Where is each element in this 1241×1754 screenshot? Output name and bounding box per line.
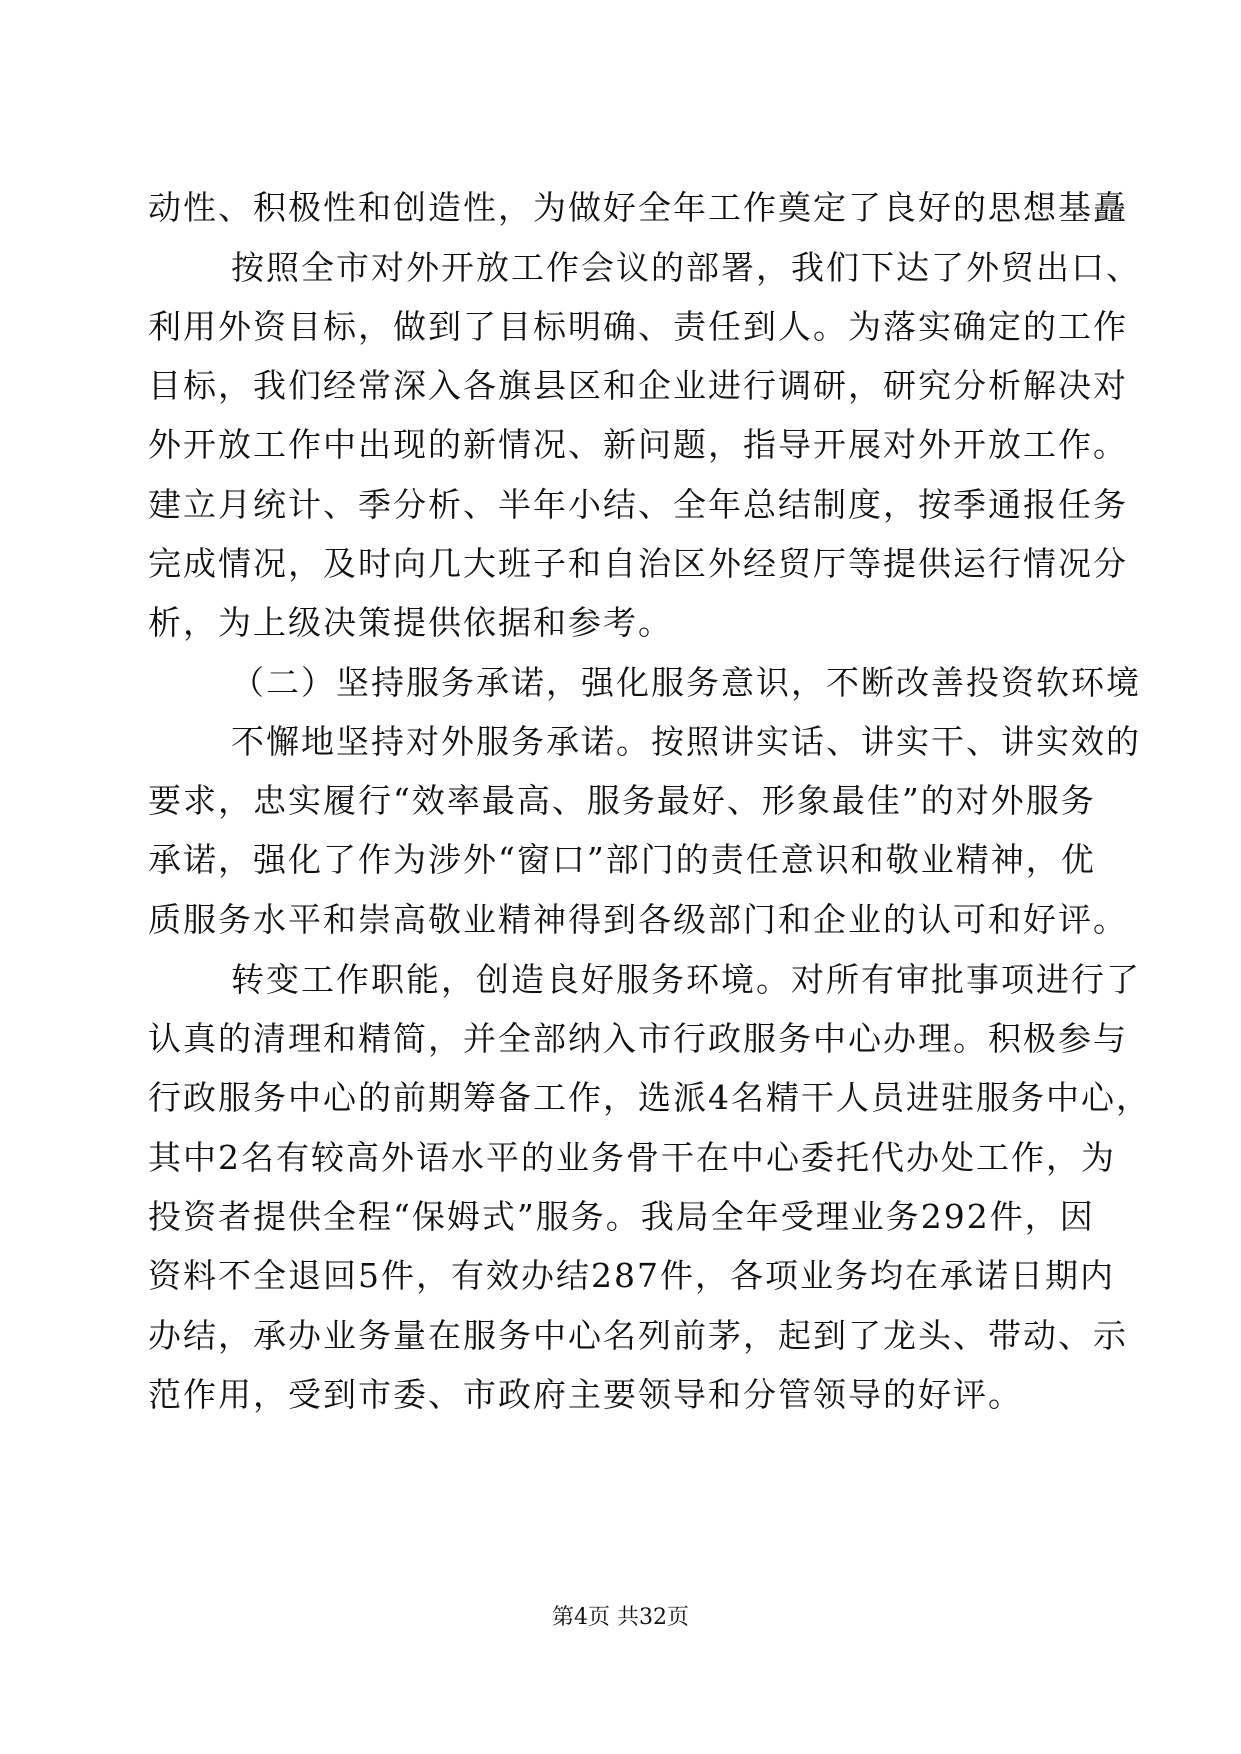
body-line-11: 要求，忠实履行“效率最高、服务最好、形象最佳”的对外服务 [148, 781, 1096, 820]
body-line-13: 质服务水平和崇高敬业精神得到各级部门和企业的认可和好评。 [148, 900, 1128, 939]
section-heading: （二）坚持服务承诺，强化服务意识，不断改善投资软环境 [231, 663, 1141, 702]
body-line-1: 动性、积极性和创造性，为做好全年工作奠定了良好的思想基矗 [148, 188, 1128, 227]
body-line-16: 行政服务中心的前期筹备工作，选派4名精干人员进驻服务中心， [148, 1078, 1151, 1117]
body-line-12: 承诺，强化了作为涉外“窗口”部门的责任意识和敬业精神，优 [148, 840, 1096, 879]
body-line-14: 转变工作职能，创造良好服务环境。对所有审批事项进行了 [231, 960, 1141, 999]
body-line-8: 析，为上级决策提供依据和参考。 [148, 603, 673, 642]
body-line-4: 目标，我们经常深入各旗县区和企业进行调研，研究分析解决对 [148, 366, 1128, 405]
body-line-20: 办结，承办业务量在服务中心名列前茅，起到了龙头、带动、示 [148, 1316, 1128, 1355]
body-line-18: 投资者提供全程“保姆式”服务。我局全年受理业务292件，因 [148, 1197, 1095, 1236]
body-line-5: 外开放工作中出现的新情况、新问题，指导开展对外开放工作。 [148, 425, 1128, 464]
body-line-15: 认真的清理和精简，并全部纳入市行政服务中心办理。积极参与 [148, 1019, 1128, 1058]
body-line-10: 不懈地坚持对外服务承诺。按照讲实话、讲实干、讲实效的 [231, 722, 1141, 761]
body-line-17: 其中2名有较高外语水平的业务骨干在中心委托代办处工作，为 [148, 1138, 1116, 1177]
body-line-21: 范作用，受到市委、市政府主要领导和分管领导的好评。 [148, 1375, 1023, 1414]
body-line-2: 按照全市对外开放工作会议的部署，我们下达了外贸出口、 [231, 248, 1141, 287]
body-line-7: 完成情况，及时向几大班子和自治区外经贸厅等提供运行情况分 [148, 544, 1128, 583]
body-line-6: 建立月统计、季分析、半年小结、全年总结制度，按季通报任务 [148, 485, 1128, 524]
body-line-3: 利用外资目标，做到了目标明确、责任到人。为落实确定的工作 [148, 307, 1128, 346]
page-number-footer: 第4页 共32页 [552, 1605, 689, 1630]
body-line-19: 资料不全退回5件，有效办结287件，各项业务均在承诺日期内 [148, 1256, 1115, 1295]
